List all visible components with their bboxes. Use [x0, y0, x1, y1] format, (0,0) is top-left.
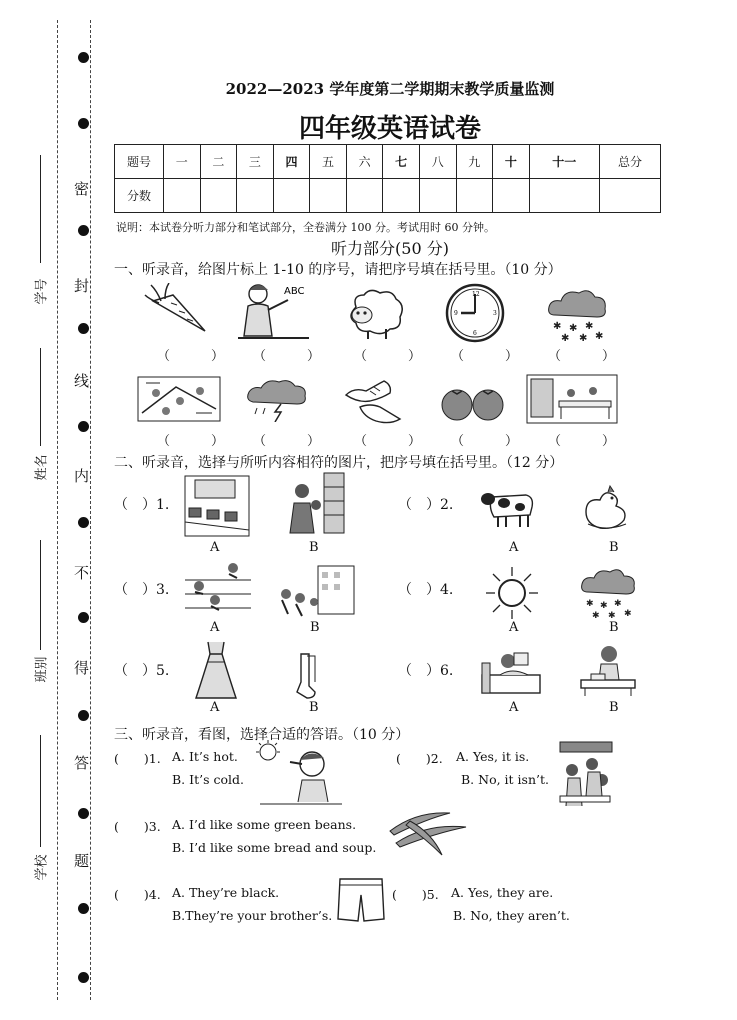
binding-dot: [78, 421, 89, 432]
svg-text:6: 6: [473, 330, 477, 337]
question-number[interactable]: （ ）4.: [398, 582, 454, 598]
section-1-title: 一、听录音，给图片标上 1-10 的序号，请把序号填在括号里。（10 分）: [114, 262, 562, 278]
answer-option: A. I’d like some green beans.: [172, 817, 357, 832]
name-line[interactable]: [40, 348, 41, 446]
score-cell[interactable]: [164, 179, 201, 213]
table-cell: 分数: [115, 179, 164, 213]
exam-subtitle: 2022—2023 学年度第二学期期末教学质量监测: [225, 80, 555, 98]
student-id-label: 学号: [34, 278, 50, 305]
binding-dot: [78, 612, 89, 623]
option-a-label: A: [210, 700, 220, 715]
snow-cloud-picture: [580, 566, 638, 620]
binding-dot: [78, 118, 89, 129]
section-3-title: 三、听录音，看图，选择合适的答语。（10 分）: [114, 727, 410, 743]
option-b-label: B: [609, 540, 619, 555]
question-number[interactable]: （ ）3.: [114, 582, 170, 598]
svg-text:✱: ✱: [608, 611, 616, 620]
svg-text:✱: ✱: [595, 331, 604, 342]
svg-text:3: 3: [493, 310, 497, 317]
student-id-line[interactable]: [40, 155, 41, 263]
sun-picture: [483, 565, 541, 621]
table-cell: 一: [164, 145, 201, 179]
seal-char: 线: [74, 372, 90, 390]
table-cell: 三: [237, 145, 274, 179]
answer-option: A. Yes, they are.: [451, 885, 554, 900]
option-a-label: A: [210, 540, 220, 555]
shoe-picture: [340, 377, 406, 425]
option-b-label: B: [309, 540, 319, 555]
class-label: 班别: [34, 656, 50, 683]
hot-boy-picture: [254, 740, 344, 806]
question-number[interactable]: （ ）6.: [398, 663, 454, 679]
option-a-label: A: [509, 620, 519, 635]
computer-room-picture: [183, 474, 251, 538]
option-b-label: B: [609, 620, 619, 635]
score-cell[interactable]: [237, 179, 274, 213]
binding-dot: [78, 517, 89, 528]
svg-text:✱: ✱: [600, 601, 608, 611]
snow-cloud-picture: [545, 285, 611, 343]
svg-text:✱: ✱: [586, 599, 594, 609]
school-line[interactable]: [40, 735, 41, 847]
svg-text:✱: ✱: [579, 333, 588, 343]
option-b-label: B: [609, 700, 619, 715]
clock-picture: [443, 282, 507, 344]
answer-paren[interactable]: （ ）: [354, 434, 436, 449]
answer-option: B. No, they aren’t.: [453, 908, 570, 923]
binding-dot: [78, 808, 89, 819]
binding-dot: [78, 710, 89, 721]
seal-char: 不: [74, 564, 90, 582]
seal-char: 内: [74, 467, 90, 485]
seal-char: 题: [74, 852, 90, 870]
library-picture: [280, 471, 348, 537]
question-number[interactable]: ( )5.: [392, 887, 439, 902]
answer-option: B. I’d like some bread and soup.: [172, 840, 377, 855]
carrot-picture: [143, 283, 215, 341]
option-a-label: A: [210, 620, 220, 635]
table-cell: 二: [200, 145, 237, 179]
svg-text:ABC: ABC: [284, 286, 305, 297]
hen-picture: [580, 484, 632, 532]
classroom-picture: [525, 373, 619, 425]
svg-text:✱: ✱: [585, 321, 594, 332]
table-cell: 九: [456, 145, 493, 179]
dress-picture: [192, 640, 240, 700]
classroom-kids-picture: [558, 740, 614, 812]
answer-paren[interactable]: （ ）: [451, 434, 533, 449]
option-b-label: B: [309, 700, 319, 715]
answer-option: B. It’s cold.: [172, 772, 244, 787]
answer-option: B. No, it isn’t.: [461, 772, 549, 787]
teacher-picture: [236, 280, 311, 342]
table-cell: 十: [493, 145, 530, 179]
class-line[interactable]: [40, 540, 41, 650]
school-label: 学校: [34, 854, 50, 881]
answer-option: B.They’re your brother’s.: [172, 908, 333, 923]
sheep-picture: [342, 285, 408, 341]
answer-option: A. Yes, it is.: [456, 749, 530, 764]
bed-reading-picture: [478, 645, 544, 697]
score-table-header-row: [115, 145, 661, 179]
section-2-title: 二、听录音，选择与所听内容相符的图片，把序号填在括号里。（12 分）: [114, 455, 564, 471]
score-cell[interactable]: [310, 179, 347, 213]
option-b-label: B: [310, 620, 320, 635]
question-number[interactable]: （ ）1.: [114, 497, 170, 513]
answer-paren[interactable]: （ ）: [157, 349, 239, 364]
socks-picture: [293, 652, 323, 700]
svg-text:✱: ✱: [569, 323, 578, 334]
exam-title: 四年级英语试卷: [298, 114, 481, 144]
svg-text:✱: ✱: [553, 321, 562, 332]
answer-paren[interactable]: （ ）: [548, 349, 630, 364]
seal-char: 封: [74, 277, 90, 295]
seal-char: 得: [74, 659, 90, 677]
seal-char: 密: [74, 180, 90, 198]
binding-dot: [78, 323, 89, 334]
answer-paren[interactable]: （ ）: [157, 434, 239, 449]
question-number[interactable]: ( )3.: [114, 819, 161, 834]
score-cell[interactable]: [600, 179, 661, 213]
seal-char: 答: [74, 754, 90, 772]
answer-paren[interactable]: （ ）: [354, 349, 436, 364]
score-cell[interactable]: [529, 179, 599, 213]
table-cell: 八: [419, 145, 456, 179]
svg-text:✱: ✱: [614, 599, 622, 609]
binding-dot: [78, 903, 89, 914]
answer-paren[interactable]: （ ）: [253, 434, 335, 449]
cow-picture: [480, 485, 542, 529]
binding-dot: [78, 972, 89, 983]
score-cell[interactable]: [346, 179, 383, 213]
option-a-label: A: [509, 700, 519, 715]
table-cell: 四: [273, 145, 310, 179]
score-cell[interactable]: [456, 179, 493, 213]
answer-option: A. They’re black.: [172, 885, 280, 900]
question-number[interactable]: ( )1.: [114, 751, 161, 766]
score-cell[interactable]: [273, 179, 310, 213]
answer-paren[interactable]: （ ）: [548, 434, 630, 449]
svg-text:✱: ✱: [561, 333, 570, 343]
table-cell: 总分: [600, 145, 661, 179]
score-cell[interactable]: [200, 179, 237, 213]
running-race-picture: [183, 560, 253, 618]
binding-dot: [78, 225, 89, 236]
table-cell: 题号: [115, 145, 164, 179]
binding-dot: [78, 52, 89, 63]
score-cell[interactable]: [383, 179, 420, 213]
score-table: [114, 144, 661, 213]
playground-picture: [136, 373, 222, 425]
svg-text:9: 9: [454, 310, 458, 317]
name-label: 姓名: [34, 454, 50, 481]
svg-text:✱: ✱: [592, 611, 600, 620]
desk-homework-picture: [577, 640, 639, 698]
green-beans-picture: [386, 803, 472, 859]
park-picture: [274, 562, 356, 618]
answer-paren[interactable]: （ ）: [253, 349, 335, 364]
exam-note: 说明：本试卷分听力部分和笔试部分，全卷满分 100 分。考试用时 60 分钟。: [116, 221, 495, 234]
table-cell: 七: [383, 145, 420, 179]
question-number[interactable]: （ ）2.: [398, 497, 454, 513]
table-cell: 十一: [529, 145, 599, 179]
storm-cloud-picture: [245, 378, 309, 422]
svg-text:12: 12: [472, 291, 480, 298]
question-number[interactable]: （ ）5.: [114, 663, 170, 679]
answer-paren[interactable]: （ ）: [451, 349, 533, 364]
question-number[interactable]: ( )2.: [396, 751, 443, 766]
listening-heading: 听力部分(50 分): [331, 239, 449, 258]
score-cell[interactable]: [419, 179, 456, 213]
score-cell[interactable]: [493, 179, 530, 213]
option-a-label: A: [509, 540, 519, 555]
answer-option: A. It’s hot.: [172, 749, 238, 764]
binding-line-right: [90, 20, 91, 1000]
shorts-picture: [336, 877, 386, 923]
table-cell: 五: [310, 145, 347, 179]
question-number[interactable]: ( )4.: [114, 887, 161, 902]
table-cell: 六: [346, 145, 383, 179]
tomato-picture: [440, 385, 506, 421]
svg-text:✱: ✱: [624, 609, 632, 619]
binding-line-left: [57, 20, 58, 1000]
score-table-score-row: [115, 179, 661, 213]
